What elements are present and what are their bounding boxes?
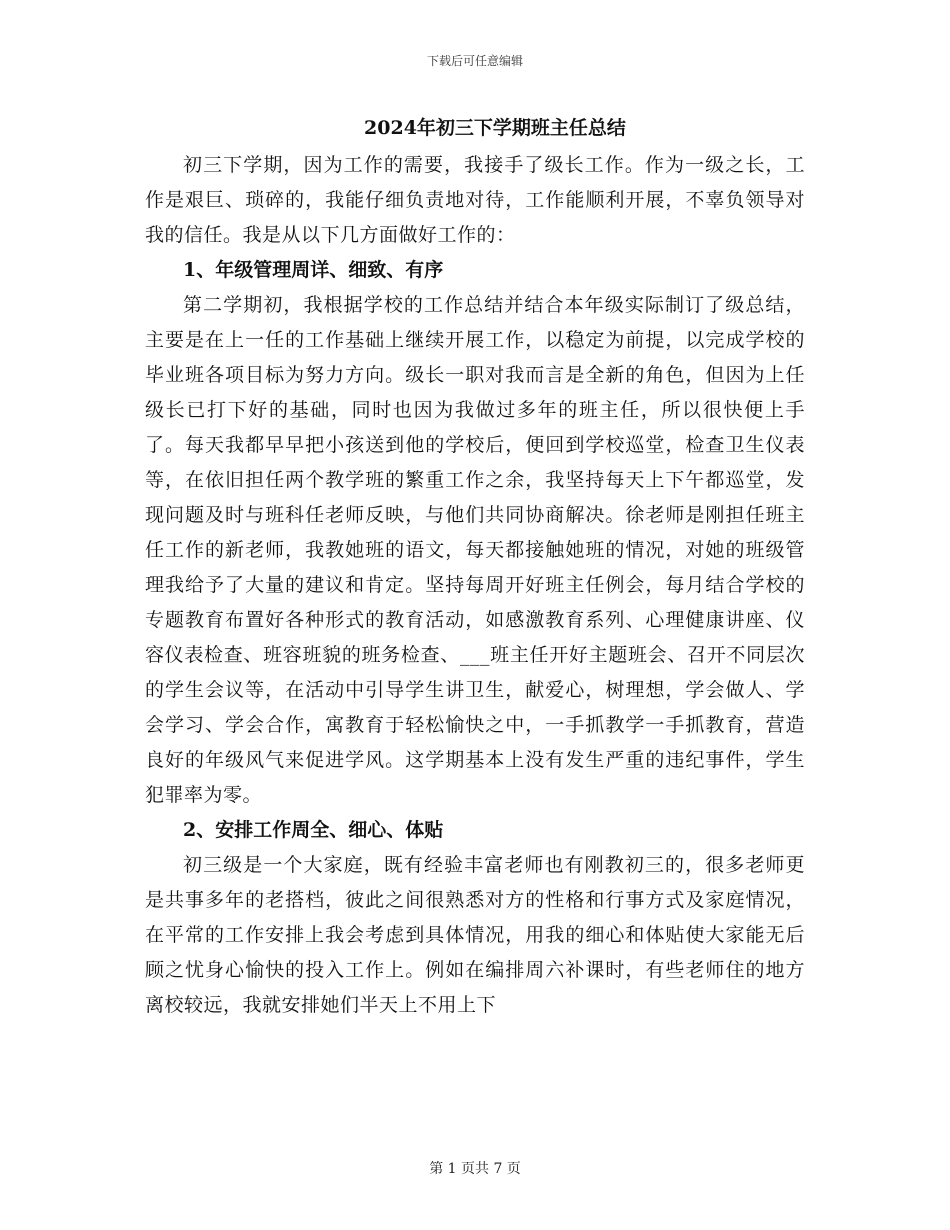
section-2-paragraph: 初三级是一个大家庭，既有经验丰富老师也有刚教初三的，很多老师更是共事多年的老搭档，彼此之间很熟悉对方的性格和行事方式及家庭情况，在平常的工作安排上我会考虑到具体情况，用我的细心和体贴使大家能无后顾之忧身心愉快的投入工作上。例如在编排周六补课时，有些老师住的地方离校较远，我就安排她们半天上不用上下 [145,854,805,1016]
page-footer-number: 第 1 页共 7 页 [429,1161,521,1177]
section-1-paragraph: 第二学期初，我根据学校的工作总结并结合本年级实际制订了级总结，主要是在上一任的工作基础上继续开展工作，以稳定为前提，以完成学校的毕业班各项目标为努力方向。级长一职对我而言是全新的角色，但因为上任级长已打下好的基础，同时也因为我做过多年的班主任，所以很快便上手了。每天我都早早把小孩送到他的学校后，便回到学校巡堂，检查卫生仪表等，在依旧担任两个教学班的繁重工作之余，我坚持每天上下午都巡堂，发现问题及时与班科任老师反映，与他们共同协商解决。徐老师是刚担任班主任工作的新老师，我教她班的语文，每天都接触她班的情况，对她的班级管理我给予了大量的建议和肯定。坚持每周开好班主任例会，每月结合学校的专题教育布置好各种形式的教育活动，如感激教育系列、心理健康讲座、仪容仪表检查、班容班貌的班务检查、___班主任开好主题班会、召开不同层次的学生会议等，在活动中引导学生讲卫生，献爱心，树理想，学会做人、学会学习、学会合作，寓教育于轻松愉快之中，一手抓教学一手抓教育，营造良好的年级风气来促进学风。这学期基本上没有发生严重的违纪事件，学生犯罪率为零。 [145,294,805,806]
section-heading-2: 2、安排工作周全、细心、体贴 [183,819,444,841]
section-heading-1: 1、年级管理周详、细致、有序 [183,259,444,281]
intro-paragraph: 初三下学期，因为工作的需要，我接手了级长工作。作为一级之长，工作是艰巨、琐碎的，我能仔细负责地对待，工作能顺利开展，不辜负领导对我的信任。我是从以下几方面做好工作的： [145,154,805,246]
page-header-note: 下载后可任意编辑 [426,54,523,68]
document-title: 2024年初三下学期班主任总结 [364,117,626,139]
document-body [145,108,805,1023]
